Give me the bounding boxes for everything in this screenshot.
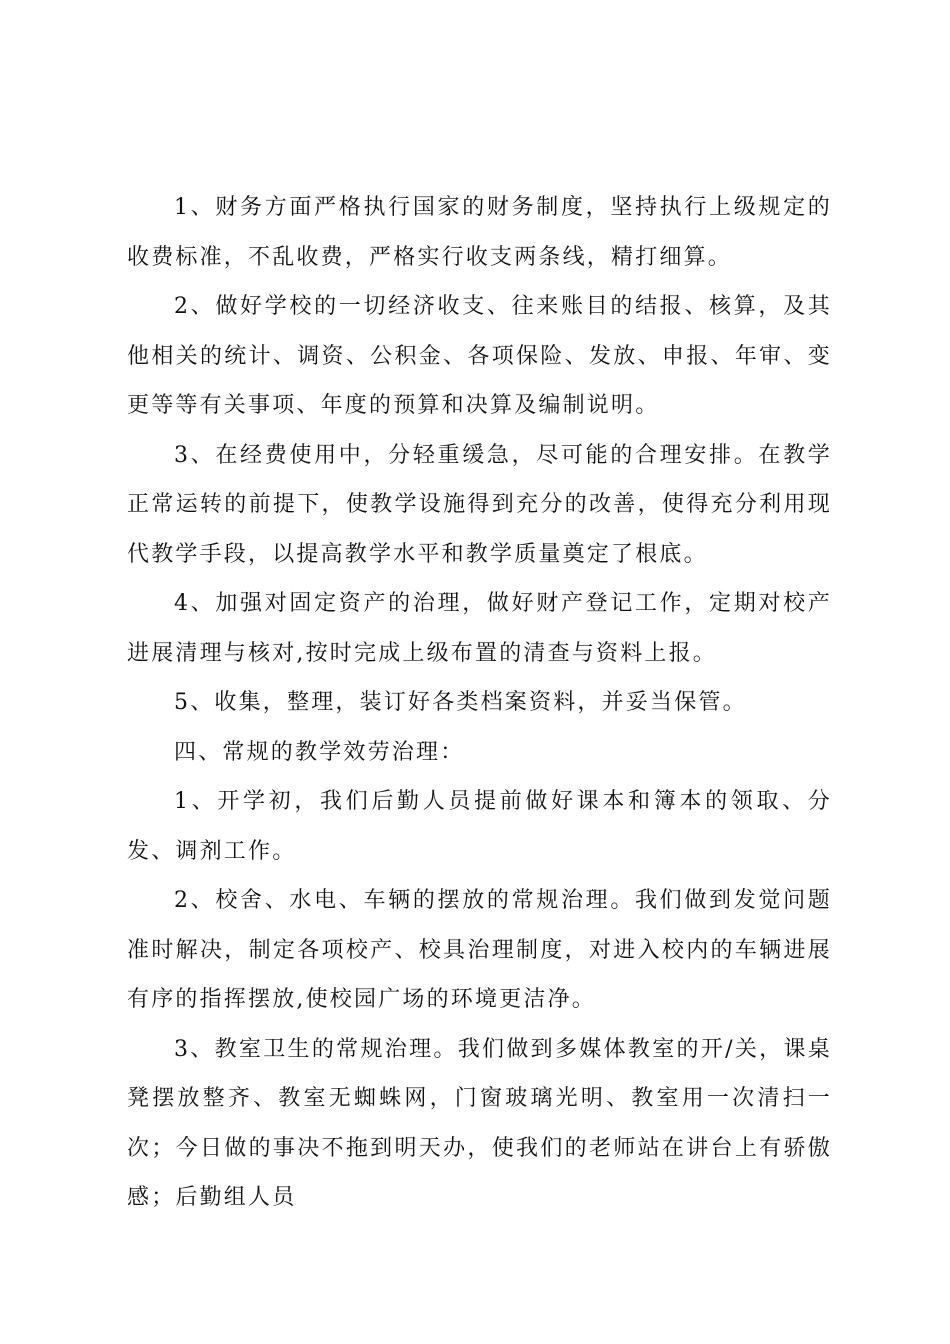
paragraph-fixed-assets: 4、加强对固定资产的治理，做好财产登记工作，定期对校产进展清理与核对,按时完成上级布置的清查与资料上报。 <box>127 591 832 666</box>
document-body <box>127 183 832 1223</box>
paragraph-classroom-hygiene: 3、教室卫生的常规治理。我们做到多媒体教室的开/关，课桌凳摆放整齐、教室无蜘蛛网，门窗玻璃光明、教室用一次清扫一次；今日做的事决不拖到明天办，使我们的老师站在讲台上有骄傲感；后勤组人员 <box>127 1036 832 1210</box>
paragraph-textbooks: 1、开学初，我们后勤人员提前做好课本和簿本的领取、分发、调剂工作。 <box>127 789 832 864</box>
section-heading-teaching-service: 四、常规的教学效劳治理： <box>174 739 465 765</box>
paragraph-finance-system: 1、财务方面严格执行国家的财务制度，坚持执行上级规定的收费标准，不乱收费，严格实行收支两条线，精打细算。 <box>127 195 832 270</box>
paragraph-buildings-vehicles: 2、校舍、水电、车辆的摆放的常规治理。我们做到发觉问题准时解决，制定各项校产、校具治理制度，对进入校内的车辆进展有序的指挥摆放,使校园广场的环境更洁净。 <box>127 888 832 1012</box>
paragraph-funding-use: 3、在经费使用中，分轻重缓急，尽可能的合理安排。在教学正常运转的前提下，使教学设施得到充分的改善，使得充分利用现代教学手段，以提高教学水平和教学质量奠定了根底。 <box>127 442 832 567</box>
paragraph-archives: 5、收集，整理，装订好各类档案资料，并妥当保管。 <box>174 690 747 715</box>
paragraph-accounts: 2、做好学校的一切经济收支、往来账目的结报、核算，及其他相关的统计、调资、公积金、各项保险、发放、申报、年审、变更等等有关事项、年度的预算和决算及编制说明。 <box>127 294 832 418</box>
